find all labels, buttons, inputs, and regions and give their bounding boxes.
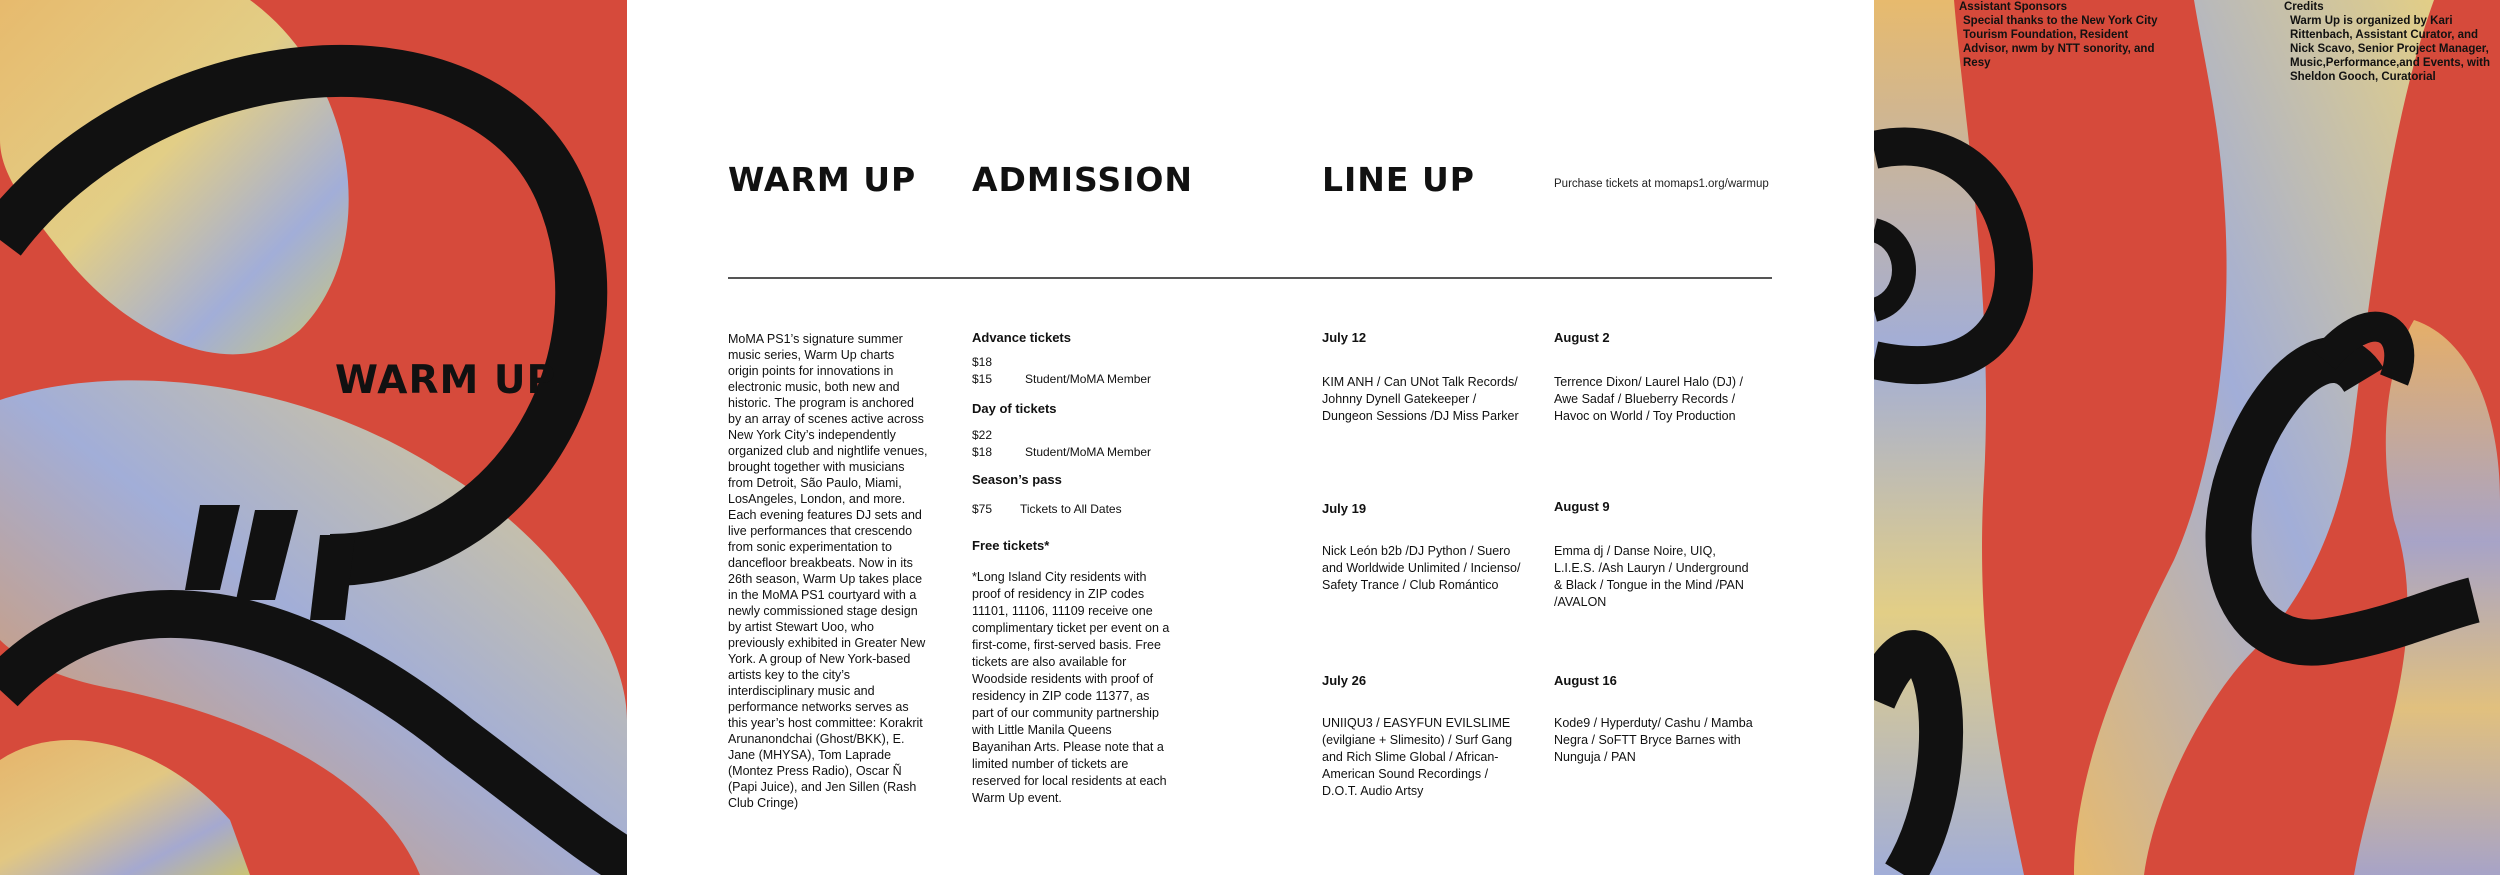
season-pass-desc: Tickets to All Dates [1020, 502, 1122, 516]
sponsors-text: Special thanks to the New York City Tourism Foundation, Resident Advisor, nwm by NTT sonority, and Resy [1963, 15, 2158, 69]
admission-heading: ADMISSION [972, 160, 1194, 199]
cover-title: WARM UP [335, 358, 557, 403]
free-tickets-note: *Long Island City residents with proof of residency in ZIP codes 11101, 11106, 11109 receive one complimentary ticket per event on a first-come, first-served basis. Free tickets are also available for Woodside residents with proof of residency in ZIP code 11377, as part of our community partnership with Little Manila Queens Bayanihan Arts. Please note that a limited number of tickets are reserved for local residents at each Warm Up event. [972, 570, 1170, 805]
lineup-acts: Emma dj / Danse Noire, UIQ, L.I.E.S. /Ash Lauryn / Underground & Black / Tongue in the Mind /PAN /AVALON [1554, 544, 1749, 609]
credits-text: Warm Up is organized by Kari Rittenbach, Assistant Curator, and Nick Scavo, Senior Project Manager, Music,Performance,and Events, with Sheldon Gooch, Curatorial [2290, 15, 2491, 83]
season-pass-price: $75 [972, 502, 993, 516]
lineup-acts: Nick León b2b /DJ Python / Suero and Worldwide Unlimited / Incienso/ Safety Trance / Club Romántico [1322, 544, 1521, 592]
season-pass-label: Season’s pass [972, 472, 1062, 487]
advance-member-price: $15 [972, 372, 993, 386]
warm-up-heading: WARM UP [728, 160, 917, 199]
advance-tickets-label: Advance tickets [972, 330, 1071, 345]
line-up-heading: LINE UP [1322, 160, 1475, 199]
lineup-acts: Kode9 / Hyperduty/ Cashu / Mamba Negra / SoFTT Bryce Barnes with Nunguja / PAN [1554, 716, 1753, 764]
lineup-date: July 26 [1322, 673, 1367, 688]
day-of-price: $22 [972, 428, 993, 442]
credits-title: Credits [2284, 1, 2324, 13]
purchase-link[interactable]: Purchase tickets at momaps1.org/warmup [1554, 178, 1769, 190]
about-text: MoMA PS1’s signature summer music series, Warm Up charts origin points for innovations in electronic music, both new and historic. The program is anchored by an array of scenes active across New York City’s independently organized club and nightlife venues, brought together with musicians from Detroit, São Paulo, Miami, LosAngeles, London, and more. Each evening features DJ sets and live performances that crescendo from sonic experimentation to dancefloor breakbeats. Now in its 26th season, Warm Up takes place in the MoMA PS1 courtyard with a newly commissioned stage design by artist Stewart Uoo, who previously exhibited in Greater New York. A group of New York-based artists key to the city’s interdisciplinary music and performance networks serves as this year’s host committee: Korakrit Arunanondchai (Ghost/BKK), E. Jane (MHYSA), Tom Laprade (Montez Press Radio), Oscar Ñ (Papi Juice), and Jen Sillen (Rash Club Cringe) [728, 332, 928, 810]
day-of-member-desc: Student/MoMA Member [1025, 445, 1152, 459]
lineup-date: August 16 [1554, 673, 1617, 688]
sponsors-block [1959, 0, 2159, 70]
credits-block [2284, 0, 2499, 84]
cover-artwork [0, 0, 627, 875]
divider [728, 277, 1772, 279]
lineup-date: August 9 [1554, 499, 1610, 514]
info-panel [627, 0, 1874, 875]
day-of-tickets-label: Day of tickets [972, 401, 1057, 416]
lineup-acts: UNIIQU3 / EASYFUN EVILSLIME (evilgiane + Slimesito) / Surf Gang and Rich Slime Global / African-American Sound Recordings / D.O.T. Audio Artsy [1322, 716, 1513, 798]
free-tickets-label: Free tickets* [972, 538, 1050, 553]
lineup-acts: Terrence Dixon/ Laurel Halo (DJ) / Awe Sadaf / Blueberry Records / Havoc on World / Toy Production [1554, 375, 1743, 423]
sponsors-title: Assistant Sponsors [1959, 1, 2067, 13]
cover-panel [0, 0, 627, 875]
lineup-acts: KIM ANH / Can UNot Talk Records/ Johnny Dynell Gatekeeper / Dungeon Sessions /DJ Miss Parker [1322, 375, 1519, 423]
back-panel [1874, 0, 2500, 875]
day-of-member-price: $18 [972, 445, 993, 459]
lineup-date: July 12 [1322, 330, 1367, 345]
lineup-date: July 19 [1322, 501, 1367, 516]
advance-price: $18 [972, 355, 993, 369]
back-artwork [1874, 0, 2500, 875]
lineup-date: August 2 [1554, 330, 1610, 345]
advance-member-desc: Student/MoMA Member [1025, 372, 1152, 386]
